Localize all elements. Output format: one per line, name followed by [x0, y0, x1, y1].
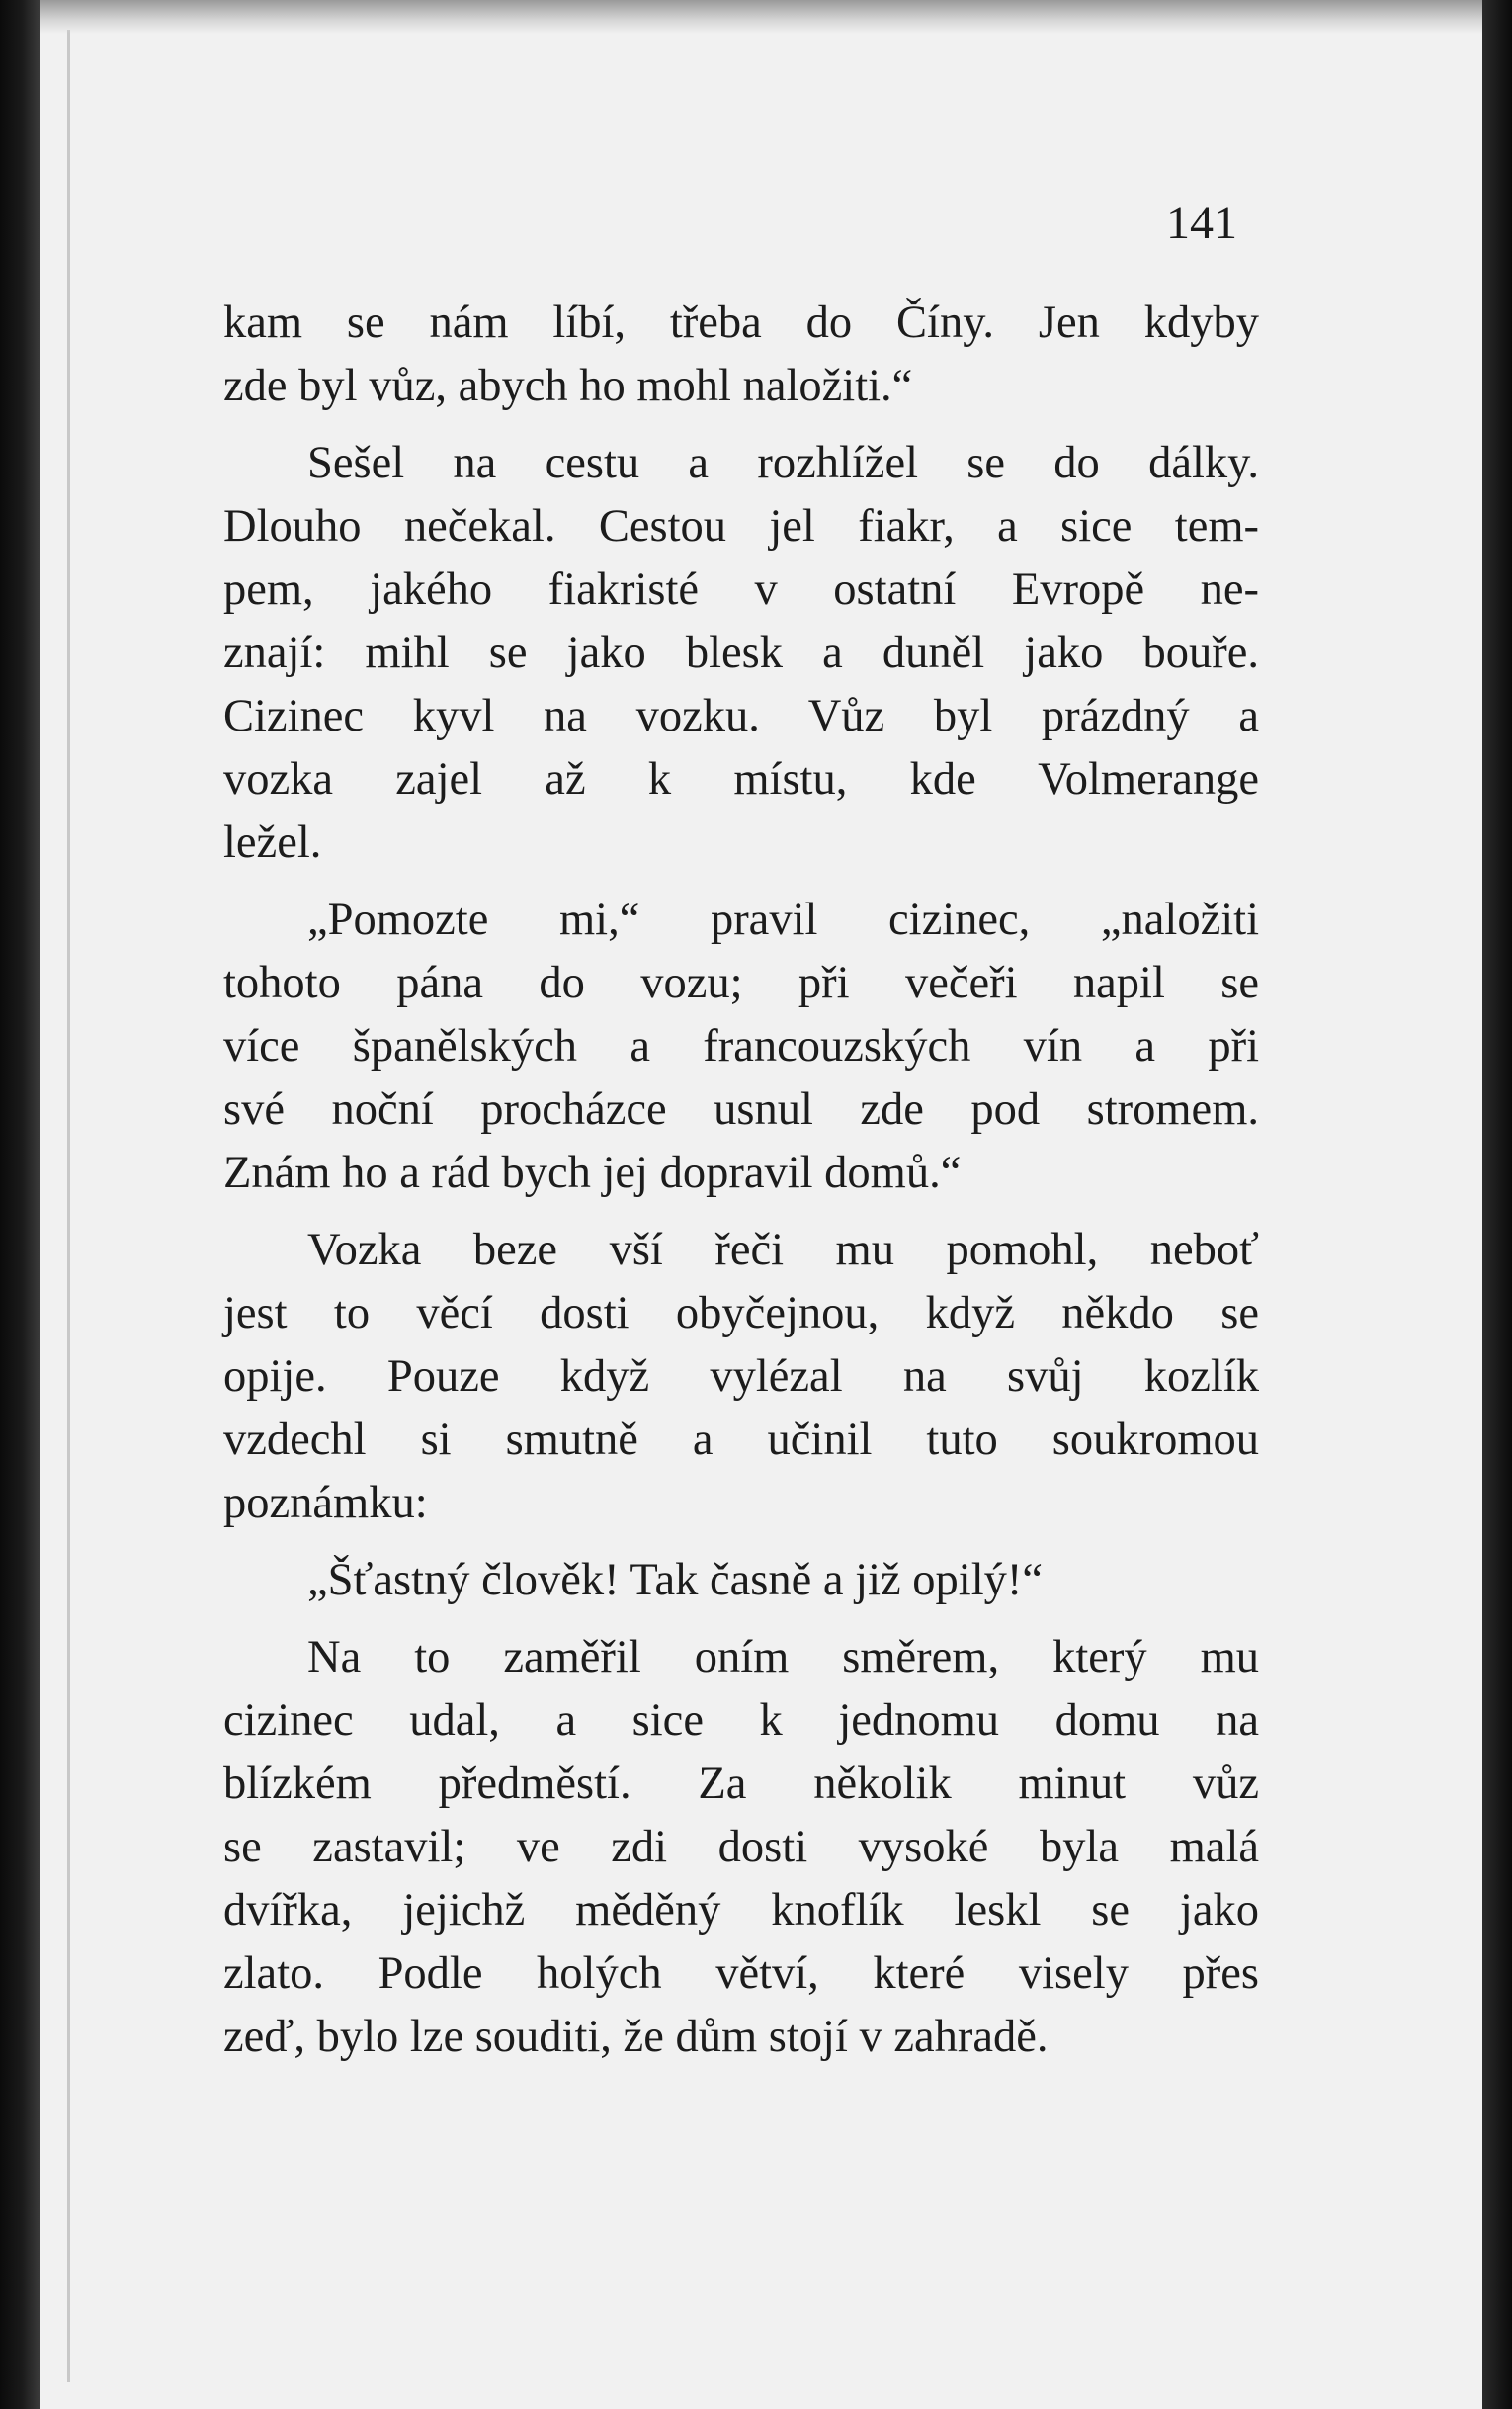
paragraph-gap [223, 418, 1259, 432]
text-line: Znám ho a rád bych jej dopravil domů.“ [223, 1148, 962, 1198]
page-top-shadow [40, 0, 1482, 34]
text-line: své noční procházce usnul zde pod stromem. [223, 1084, 1259, 1135]
text-line: blízkém předměstí. Za několik minut vůz [223, 1759, 1259, 1809]
text-line: Cizinec kyvl na vozku. Vůz byl prázdný a [223, 691, 1259, 741]
paragraph-gap [223, 1205, 1259, 1219]
text-line: dvířka, jejichž měděný knoflík leskl se jako [223, 1885, 1259, 1936]
text-line: zlato. Podle holých větví, které visely přes [223, 1948, 1259, 1999]
page-right-edge-shadow [1482, 0, 1512, 2409]
paragraph [223, 1219, 1259, 1535]
text-line: jest to věcí dosti obyčejnou, když někdo se [223, 1288, 1259, 1338]
text-line: se zastavil; ve zdi dosti vysoké byla malá [223, 1822, 1259, 1872]
text-line: vzdechl si smutně a učinil tuto soukromou [223, 1415, 1259, 1465]
page-left-edge-shadow [0, 0, 40, 2409]
page-fold-line [67, 30, 70, 2382]
text-line: opije. Pouze když vylézal na svůj kozlík [223, 1351, 1259, 1402]
text-line: cizinec udal, a sice k jednomu domu na [223, 1695, 1259, 1746]
text-line: zeď, bylo lze souditi, že dům stojí v zahradě. [223, 2012, 1049, 2062]
paragraph [223, 1626, 1259, 2069]
text-line: „Šťastný člověk! Tak časně a již opilý!“ [307, 1555, 1043, 1605]
paragraph [223, 1549, 1259, 1612]
text-line: Vozka beze vší řeči mu pomohl, neboť [307, 1225, 1259, 1275]
paragraph [223, 889, 1259, 1205]
text-line: vozka zajel až k místu, kde Volmerange [223, 754, 1259, 805]
text-line: více španělských a francouzských vín a při [223, 1021, 1259, 1072]
text-line: pem, jakého fiakristé v ostatní Evropě ne- [223, 564, 1259, 615]
paragraph-gap [223, 1535, 1259, 1549]
text-line: znají: mihl se jako blesk a duněl jako bouře. [223, 628, 1259, 678]
text-line: ležel. [223, 817, 322, 868]
text-line: Dlouho nečekal. Cestou jel fiakr, a sice tem- [223, 501, 1259, 552]
body-text [223, 292, 1259, 2069]
paragraph [223, 432, 1259, 875]
text-line: tohoto pána do vozu; při večeři napil se [223, 958, 1259, 1008]
text-line: kam se nám líbí, třeba do Číny. Jen kdyby [223, 298, 1259, 348]
paragraph-gap [223, 875, 1259, 889]
text-line: poznámku: [223, 1478, 428, 1528]
text-line: Sešel na cestu a rozhlížel se do dálky. [307, 438, 1259, 488]
page-number: 141 [1166, 197, 1237, 249]
text-line: zde byl vůz, abych ho mohl naložiti.“ [223, 361, 913, 411]
text-line: Na to zaměřil oním směrem, který mu [307, 1632, 1259, 1682]
paragraph [223, 292, 1259, 418]
paragraph-gap [223, 1612, 1259, 1626]
text-line: „Pomozte mi,“ pravil cizinec, „naložiti [307, 895, 1259, 945]
